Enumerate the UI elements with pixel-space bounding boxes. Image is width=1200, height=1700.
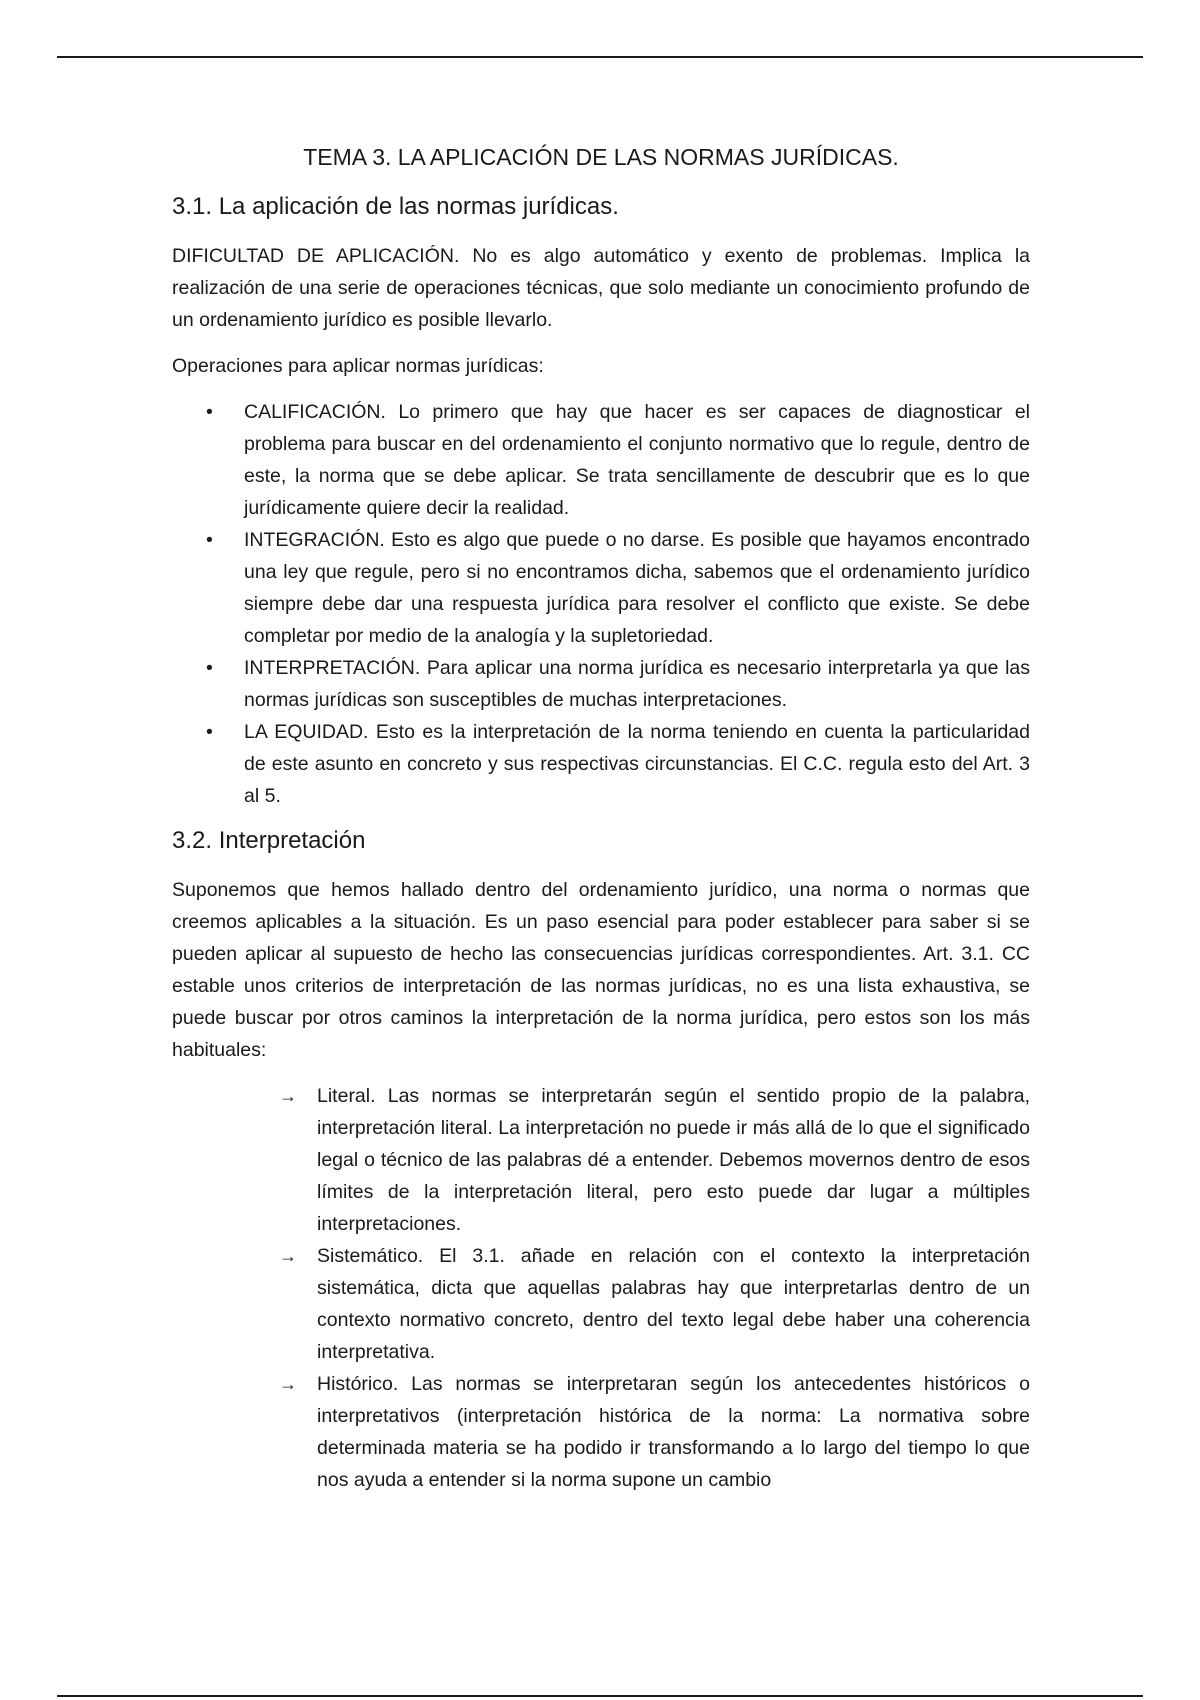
list-item-text: Histórico. Las normas se interpretaran según los antecedentes históricos o interpretativos (interpretación histórica de la norma: La normativa sobre determinada materia se ha podido ir transformando a lo largo del tiempo lo que nos ayuda a entender si la norma supone un cambio bbox=[317, 1373, 1030, 1491]
list-item-text: Sistemático. El 3.1. añade en relación con el contexto la interpretación sistemática, dicta que aquellas palabras hay que interpretarlas dentro de un contexto normativo concreto, dentro del texto legal debe haber una coherencia interpretativa. bbox=[317, 1245, 1030, 1363]
section-heading-3-1: 3.1. La aplicación de las normas jurídicas. bbox=[172, 193, 619, 220]
list-item bbox=[206, 524, 1030, 652]
section-heading-3-2: 3.2. Interpretación bbox=[172, 827, 366, 854]
list-item bbox=[206, 652, 1030, 716]
criteria-list bbox=[172, 1080, 1030, 1496]
operations-intro: Operaciones para aplicar normas jurídicas: bbox=[172, 355, 544, 377]
list-item-text: CALIFICACIÓN. Lo primero que hay que hacer es ser capaces de diagnosticar el problema para buscar en del ordenamiento el conjunto normativo que lo regule, dentro de este, la norma que se debe aplicar. Se trata sencillamente de descubrir que es lo que jurídicamente quiere decir la realidad. bbox=[244, 401, 1030, 519]
section-2-intro: Suponemos que hemos hallado dentro del ordenamiento jurídico, una norma o normas que creemos aplicables a la situación. Es un paso esencial para poder establecer para saber si se pueden aplicar al supuesto de hecho las consecuencias jurídicas correspondientes. Art. 3.1. CC estable unos criterios de interpretación de las normas jurídicas, no es una lista exhaustiva, se puede buscar por otros caminos la interpretación de la norma jurídica, pero estos son los más habituales: bbox=[172, 879, 1030, 1061]
operations-list bbox=[172, 396, 1030, 812]
list-item bbox=[279, 1080, 1030, 1240]
list-item bbox=[206, 396, 1030, 524]
list-item bbox=[206, 716, 1030, 812]
top-rule bbox=[57, 56, 1143, 58]
list-item-text: LA EQUIDAD. Esto es la interpretación de la norma teniendo en cuenta la particularidad de este asunto en concreto y sus respectivas circunstancias. El C.C. regula esto del Art. 3 al 5. bbox=[244, 721, 1030, 807]
list-item bbox=[279, 1368, 1030, 1496]
bullet-icon: • bbox=[206, 401, 213, 423]
bottom-rule bbox=[57, 1695, 1143, 1697]
document-title: TEMA 3. LA APLICACIÓN DE LAS NORMAS JURÍDICAS. bbox=[303, 144, 899, 170]
list-item-text: Literal. Las normas se interpretarán según el sentido propio de la palabra, interpretación literal. La interpretación no puede ir más allá de lo que el significado legal o técnico de las palabras dé a entender. Debemos movernos dentro de esos límites de la interpretación literal, pero esto puede dar lugar a múltiples interpretaciones. bbox=[317, 1085, 1030, 1235]
bullet-icon: • bbox=[206, 657, 213, 679]
section-1-intro: DIFICULTAD DE APLICACIÓN. No es algo automático y exento de problemas. Implica la realización de una serie de operaciones técnicas, que solo mediante un conocimiento profundo de un ordenamiento jurídico es posible llevarlo. bbox=[172, 245, 1030, 331]
bullet-icon: • bbox=[206, 529, 213, 551]
list-item-text: INTEGRACIÓN. Esto es algo que puede o no darse. Es posible que hayamos encontrado una ley que regule, pero si no encontramos dicha, sabemos que el ordenamiento jurídico siempre debe dar una respuesta jurídica para resolver el conflicto que existe. Se debe completar por medio de la analogía y la supletoriedad. bbox=[244, 529, 1030, 647]
arrow-icon: → bbox=[279, 1086, 297, 1106]
arrow-icon: → bbox=[279, 1246, 297, 1266]
list-item-text: INTERPRETACIÓN. Para aplicar una norma jurídica es necesario interpretarla ya que las normas jurídicas son susceptibles de muchas interpretaciones. bbox=[244, 657, 1030, 711]
list-item bbox=[279, 1240, 1030, 1368]
bullet-icon: • bbox=[206, 721, 213, 743]
page-content bbox=[172, 140, 1030, 1496]
arrow-icon: → bbox=[279, 1374, 297, 1394]
